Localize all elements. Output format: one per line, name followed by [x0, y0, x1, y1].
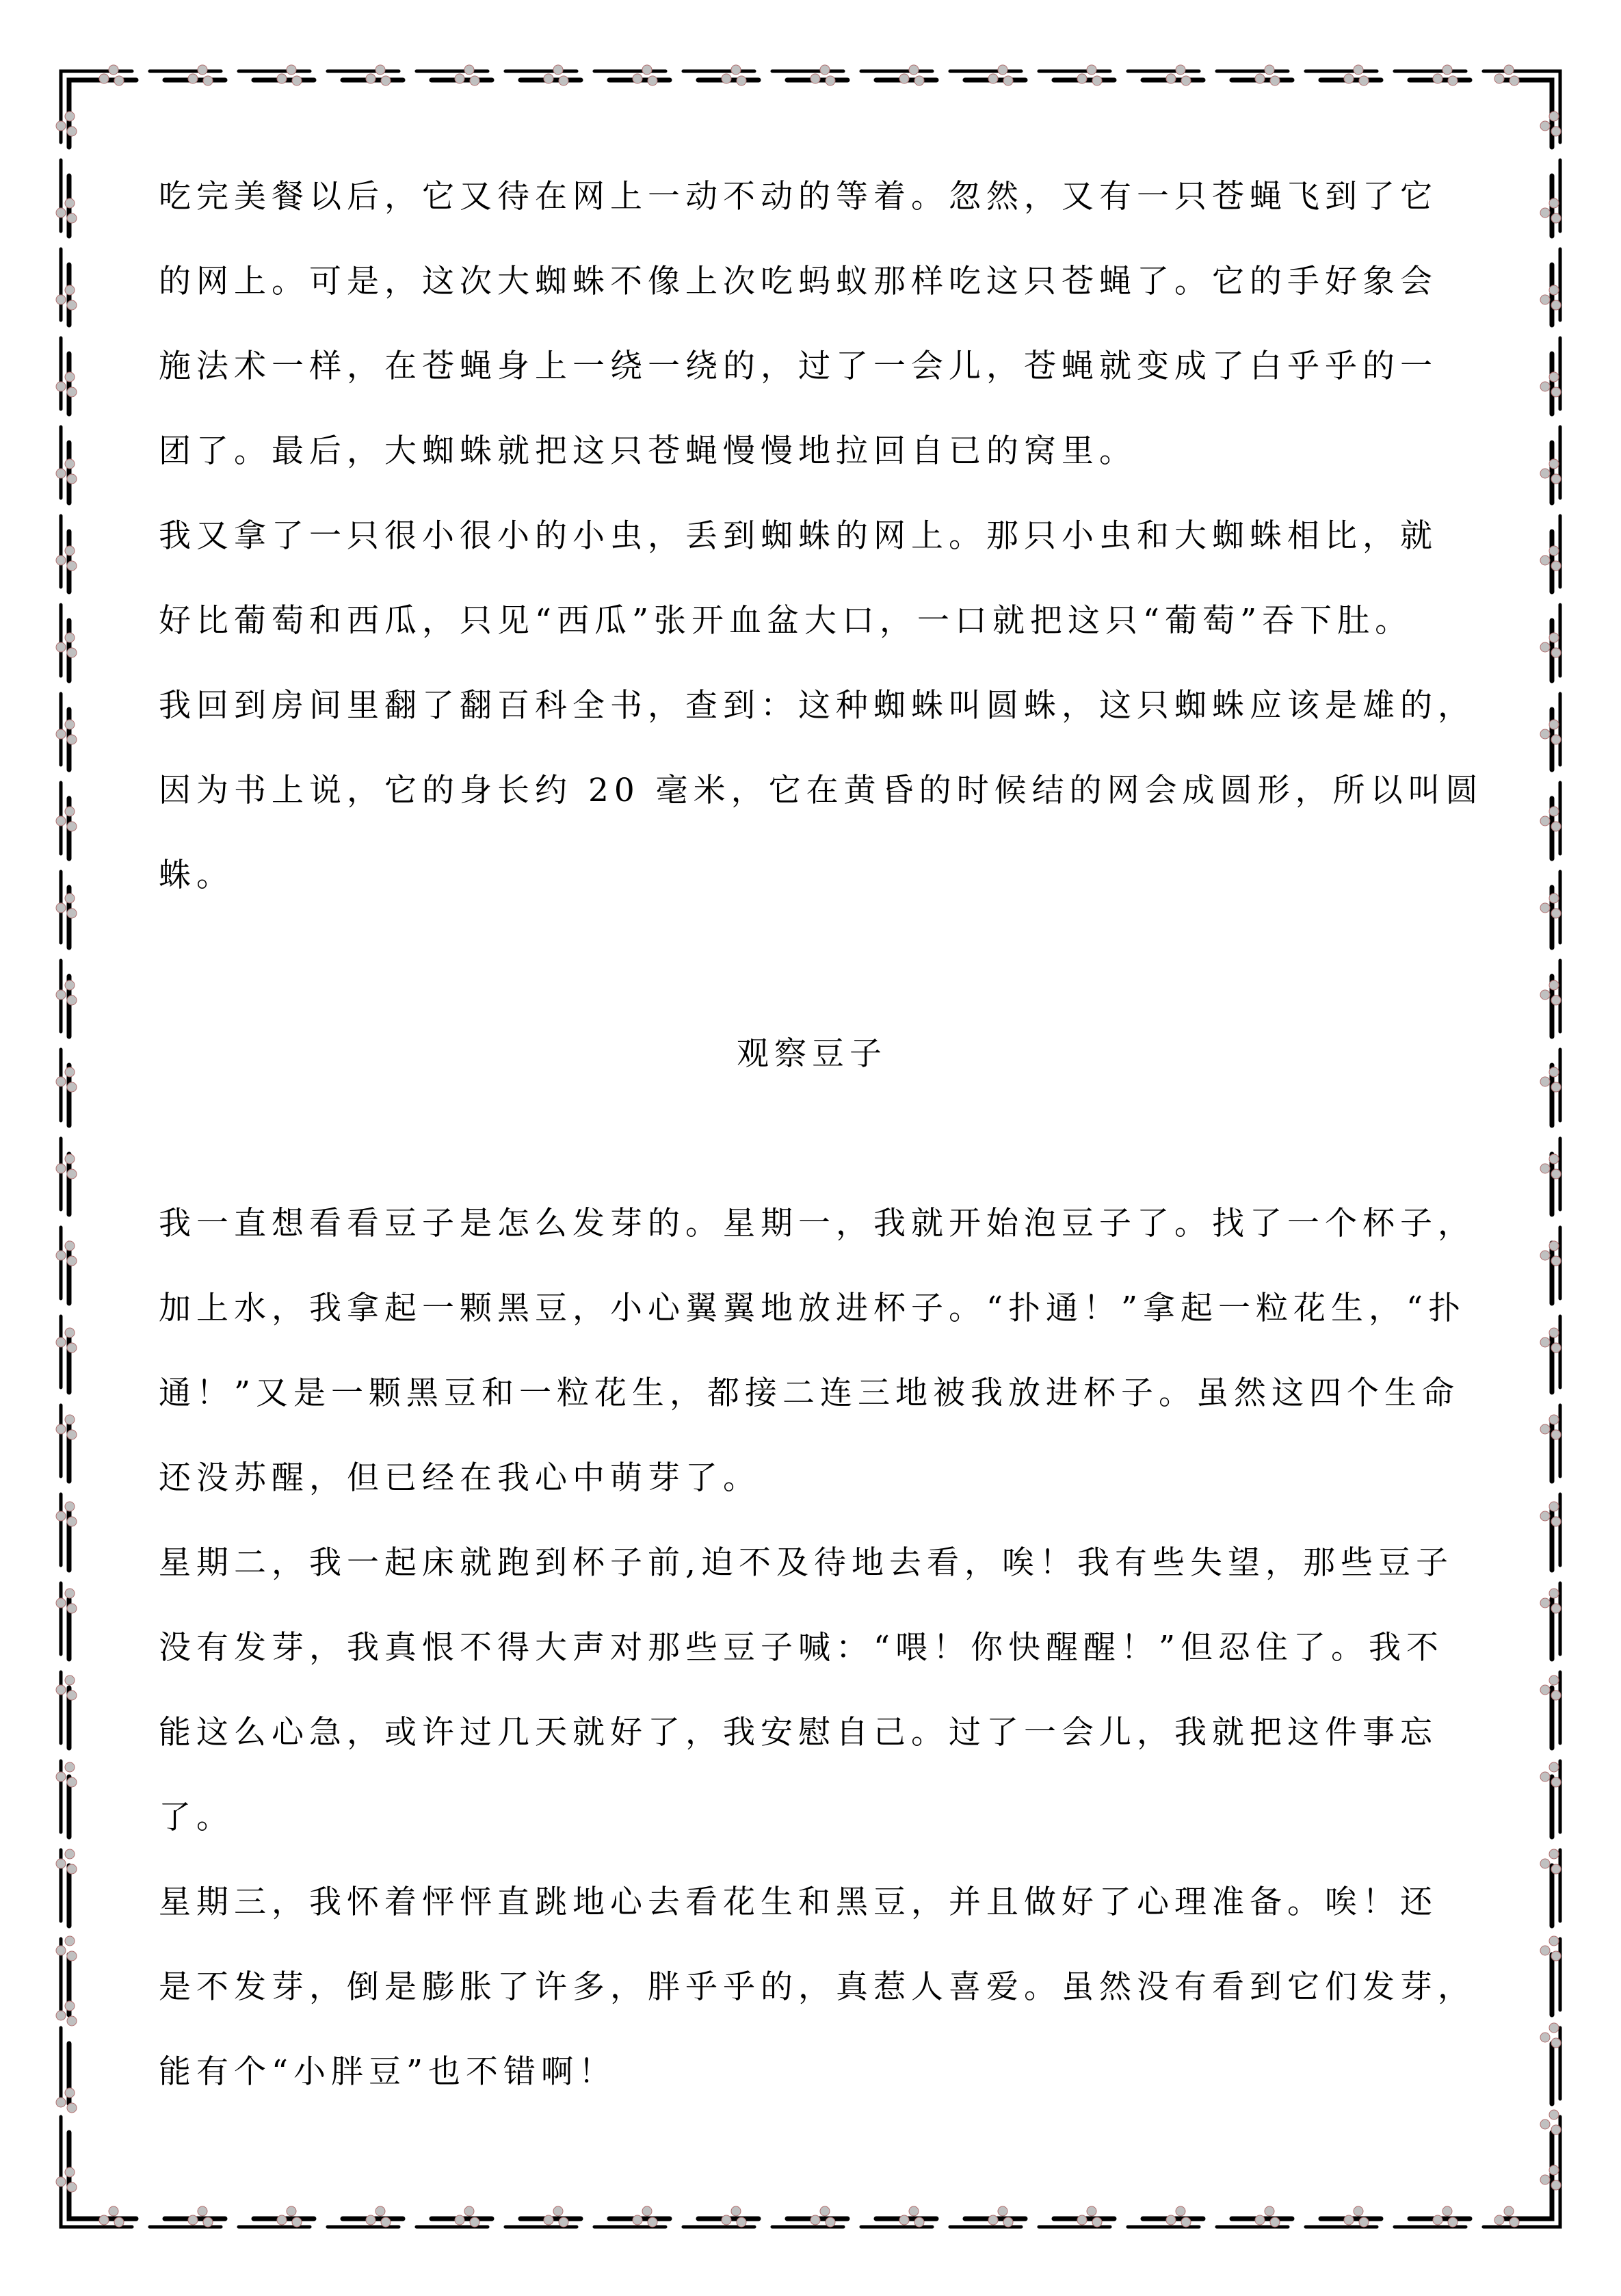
text-line: 是不发芽，倒是膨胀了许多，胖乎乎的，真惹人喜爱。虽然没有看到它们发芽，: [159, 1968, 1475, 2006]
text-line: 加上水，我拿起一颗黑豆，小心翼翼地放进杯子。“扑通！”拿起一粒花生，“扑: [159, 1290, 1466, 1327]
text-line: 星期三，我怀着怦怦直跳地心去看花生和黑豆，并且做好了心理准备。唉！还: [159, 1883, 1438, 1921]
text-line: 通！”又是一颗黑豆和一粒花生，都接二连三地被我放进杯子。虽然这四个生命: [159, 1374, 1460, 1412]
text-line: 了。: [159, 1799, 234, 1836]
text-line: 没有发芽，我真恨不得大声对那些豆子喊：“喂！你快醒醒！”但忍住了。我不: [159, 1629, 1445, 1667]
text-line: 能有个“小胖豆”也不错啊！: [159, 2053, 617, 2091]
text-line: 好比葡萄和西瓜，只见“西瓜”张开血盆大口，一口就把这只“葡萄”吞下肚。: [159, 602, 1413, 640]
text-line: 星期二，我一起床就跑到杯子前,迫不及待地去看，唉！我有些失望，那些豆子: [159, 1544, 1453, 1582]
text-line: 的网上。可是，这次大蜘蛛不像上次吃蚂蚁那样吃这只苍蝇了。它的手好象会: [159, 263, 1438, 300]
text-line: 因为书上说，它的身长约 20 毫米，它在黄昏的时候结的网会成圆形，所以叫圆: [159, 772, 1484, 809]
text-line: 施法术一样，在苍蝇身上一绕一绕的，过了一会儿，苍蝇就变成了白乎乎的一: [159, 348, 1438, 385]
text-line: 我又拿了一只很小很小的小虫，丢到蜘蛛的网上。那只小虫和大蜘蛛相比，就: [159, 517, 1438, 555]
text-line: 我回到房间里翻了翻百科全书，查到：这种蜘蛛叫圆蛛，这只蜘蛛应该是雄的，: [159, 687, 1475, 725]
text-line: 蛛。: [159, 857, 234, 894]
text-line: 还没苏醒，但已经在我心中萌芽了。: [159, 1459, 761, 1497]
text-line: 吃完美餐以后，它又待在网上一动不动的等着。忽然，又有一只苍蝇飞到了它: [159, 178, 1438, 216]
section-title: 观察豆子: [737, 1035, 887, 1073]
text-line: 能这么心急，或许过几天就好了，我安慰自己。过了一会儿，我就把这件事忘: [159, 1714, 1438, 1751]
text-line: 团了。最后，大蜘蛛就把这只苍蝇慢慢地拉回自已的窝里。: [159, 432, 1137, 470]
text-line: 我一直想看看豆子是怎么发芽的。星期一，我就开始泡豆子了。找了一个杯子，: [159, 1205, 1475, 1242]
